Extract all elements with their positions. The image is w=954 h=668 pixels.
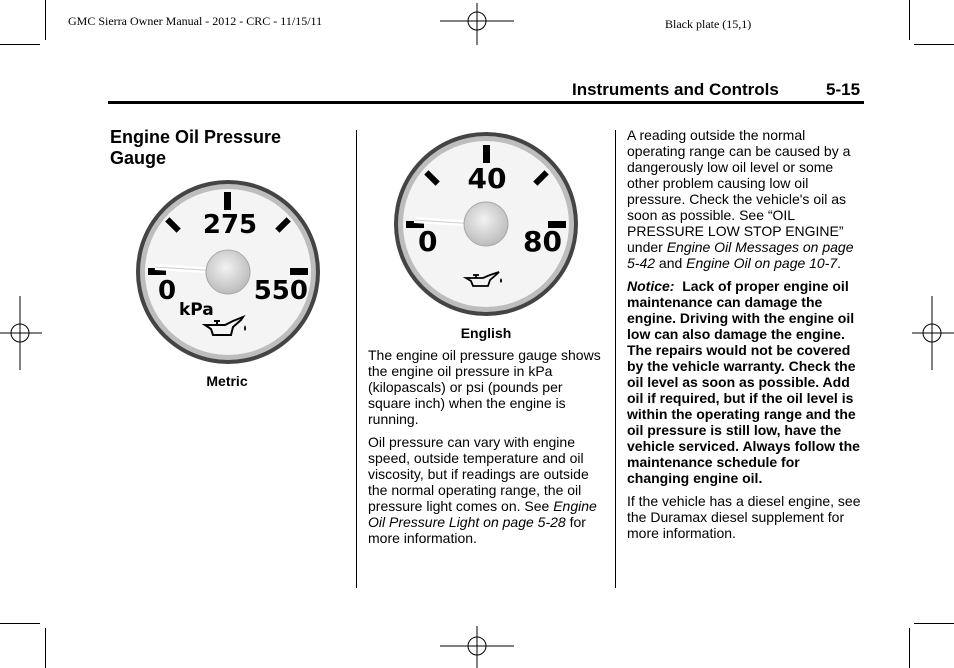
print-header-right: Black plate (15,1) bbox=[665, 17, 752, 31]
gauge-hub bbox=[206, 250, 250, 294]
gauge-label-high: 80 bbox=[523, 225, 562, 258]
notice-text: Lack of proper engine oil maintenance can damage the engine. Driving with the engine oil low can also damage the engine. The repairs would not be covered by the vehicle warranty. Check the oil level as soon as possible. Add oil if required, but if the oil level is within the operating range and the oil pressure is still low, have the vehicle serviced. Always follow the maintenance schedule for changing engine oil. bbox=[627, 278, 860, 486]
gauge-label-mid: 40 bbox=[467, 162, 507, 195]
tick-mark bbox=[483, 145, 490, 163]
crop-mark bbox=[45, 628, 46, 668]
gauge-label-low: 0 bbox=[158, 276, 177, 306]
crop-mark bbox=[45, 0, 46, 40]
notice bbox=[627, 278, 865, 486]
gauge-label-low: 0 bbox=[418, 225, 438, 258]
crop-mark bbox=[909, 0, 910, 40]
metric-caption: Metric bbox=[206, 373, 248, 389]
crop-mark bbox=[0, 623, 40, 624]
page-number: 5-15 bbox=[826, 80, 861, 99]
english-gauge bbox=[392, 132, 582, 322]
column-divider bbox=[615, 130, 616, 588]
crop-mark bbox=[0, 44, 40, 45]
gauge-hub bbox=[464, 202, 508, 246]
cross-reference-link[interactable]: Engine Oil on page 10-7 bbox=[686, 255, 838, 271]
cross-reference-link[interactable]: Engine Oil Pressure Light on page 5-28 bbox=[368, 498, 597, 530]
tick-mark bbox=[290, 268, 308, 275]
gauge-label-mid: 275 bbox=[202, 210, 258, 240]
tick-mark bbox=[224, 192, 231, 210]
cross-reference-link[interactable]: Engine Oil Messages on page 5-42 bbox=[627, 239, 854, 271]
english-caption: English bbox=[460, 325, 512, 341]
metric-gauge bbox=[133, 179, 323, 369]
gauge-unit-label: kPa bbox=[179, 300, 214, 320]
paragraph: Oil pressure can vary with engine speed, outside temperature and oil viscosity, but if readings are outside the normal operating range, the oil pressure light comes on. See Engine Oil Pressure Light on page 5-28 for more information. bbox=[368, 434, 597, 546]
crop-mark bbox=[914, 623, 954, 624]
column-3-text bbox=[627, 127, 865, 548]
section-title: Instruments and Controls bbox=[572, 80, 779, 99]
print-header-left: GMC Sierra Owner Manual - 2012 - CRC - 11/15/11 bbox=[68, 14, 323, 28]
gauge-label-high: 550 bbox=[253, 276, 308, 306]
heading-line-1: Engine Oil Pressure bbox=[110, 127, 282, 147]
heading-line-2: Gauge bbox=[110, 148, 167, 168]
crop-mark bbox=[909, 628, 910, 668]
header-rule bbox=[108, 101, 864, 104]
registration-mark-bottom bbox=[440, 626, 514, 668]
paragraph: The engine oil pressure gauge shows the engine oil pressure in kPa (kilopascals) or psi (pounds per square inch) when the engine is running. bbox=[368, 347, 601, 427]
crop-mark bbox=[914, 44, 954, 45]
paragraph: A reading outside the normal operating range can be caused by a dangerously low oil level or some other problem causing low oil pressure. Check the vehicle's oil as soon as possible. See “OIL PRESSURE LOW STOP ENGINE” under Engine Oil Messages on page 5-42 and Engine Oil on page 10-7. bbox=[627, 127, 854, 271]
column-2-text bbox=[368, 347, 604, 553]
paragraph: If the vehicle has a diesel engine, see the Duramax diesel supplement for more information. bbox=[627, 493, 861, 541]
registration-mark-right bbox=[912, 296, 954, 370]
notice-label: Notice: bbox=[627, 278, 675, 294]
registration-mark-left bbox=[0, 296, 42, 370]
registration-mark-top bbox=[440, 3, 514, 45]
column-divider bbox=[356, 130, 357, 588]
page-heading bbox=[110, 127, 340, 169]
